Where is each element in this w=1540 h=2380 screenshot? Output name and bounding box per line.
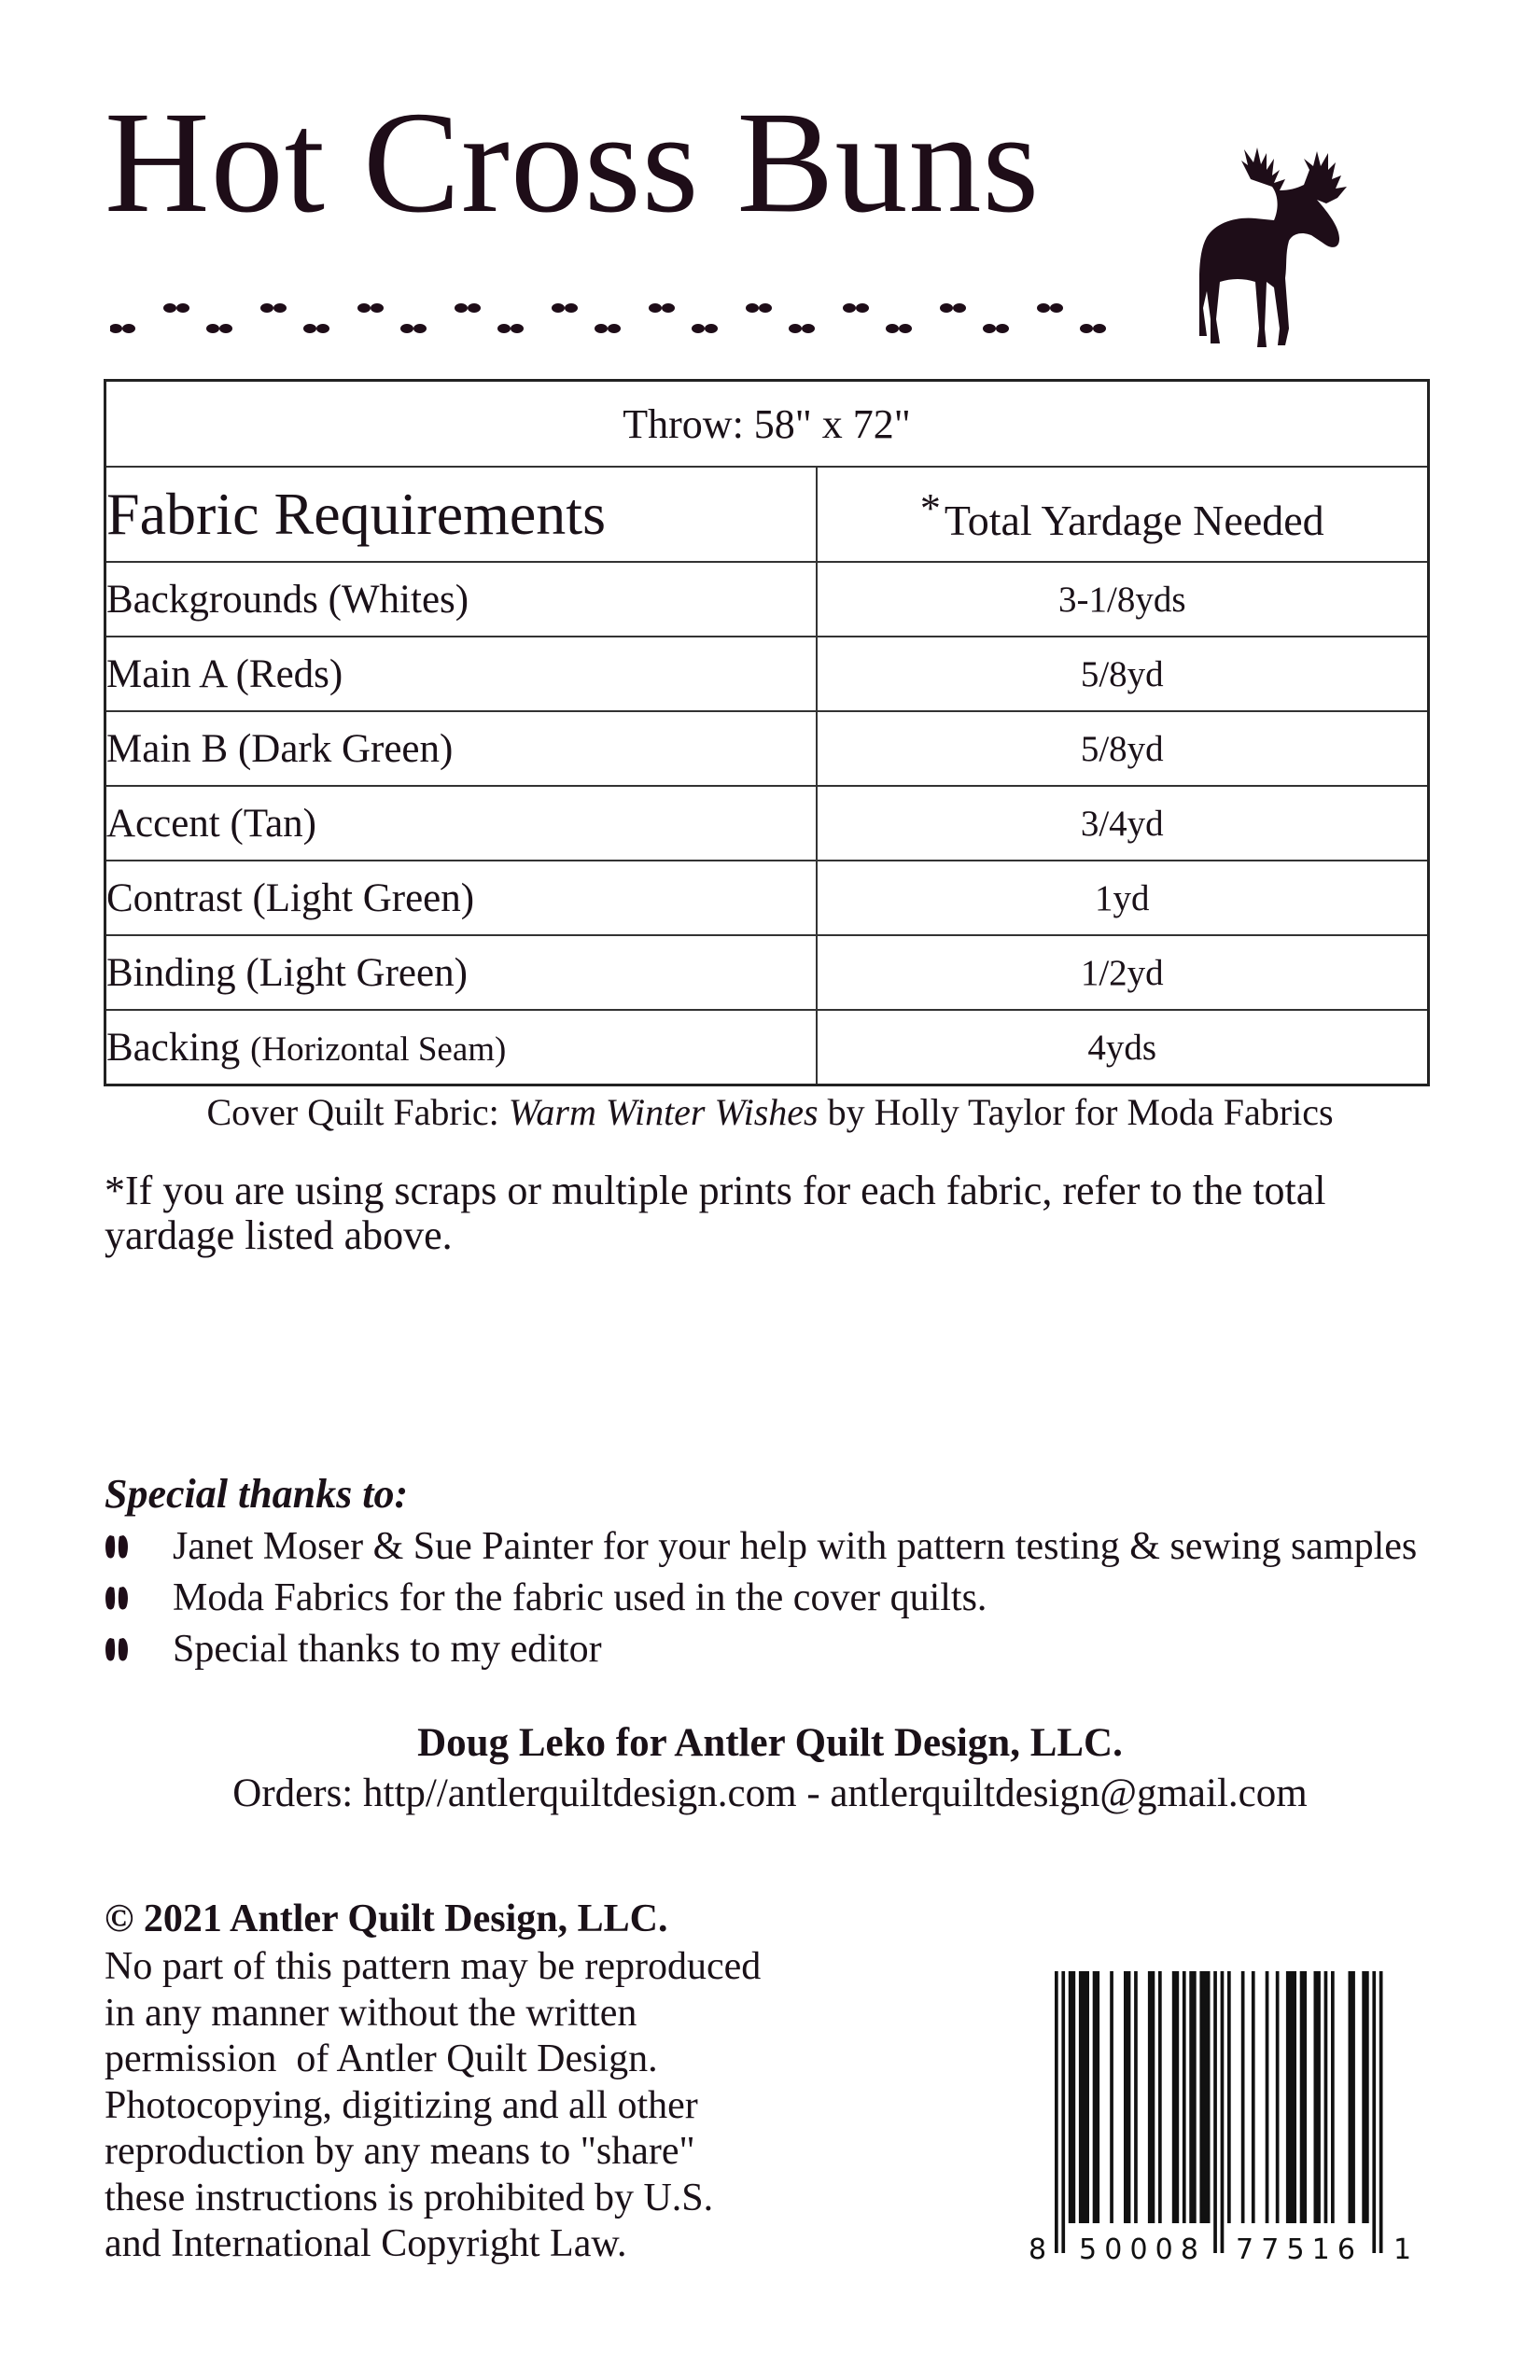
fabric-yardage: 3-1/8yds <box>817 562 1429 637</box>
barcode-bar <box>1331 1971 1335 2223</box>
barcode-bar <box>1172 1971 1179 2223</box>
barcode-bar <box>1252 1971 1255 2223</box>
barcode-bar <box>1183 1971 1186 2223</box>
pattern-title: Hot Cross Buns <box>105 81 1041 243</box>
fabric-name-cell <box>105 1010 817 1085</box>
fabric-yardage: 5/8yd <box>817 637 1429 711</box>
cover-fabric-suffix: by Holly Taylor for Moda Fabrics <box>818 1091 1334 1133</box>
barcode-bar <box>1079 1971 1089 2223</box>
barcode-bar <box>1110 1971 1113 2223</box>
barcode-bar <box>1069 1971 1075 2223</box>
fabric-yardage: 5/8yd <box>817 711 1429 786</box>
table-row <box>105 786 1429 861</box>
table-row <box>105 861 1429 935</box>
barcode-bar <box>1158 1971 1162 2223</box>
fabric-name: Accent (Tan) <box>105 786 817 861</box>
legal-line: in any manner without the written <box>105 1991 637 2035</box>
barcode-bar <box>1148 1971 1155 2223</box>
table-header-row <box>105 467 1429 562</box>
barcode-bar <box>1124 1971 1130 2223</box>
cover-fabric-prefix: Cover Quilt Fabric: <box>206 1091 509 1133</box>
hoof-print-icon <box>105 1636 129 1664</box>
barcode-bar <box>1134 1971 1138 2223</box>
barcode-bar <box>1227 1971 1231 2223</box>
fabric-yardage: 3/4yd <box>817 786 1429 861</box>
thanks-item-text: Moda Fabrics for the fabric used in the cover quilts. <box>173 1576 987 1619</box>
thanks-item-text: Janet Moser & Sue Painter for your help with pattern testing & sewing samples <box>173 1525 1418 1568</box>
legal-text <box>105 1944 761 2268</box>
barcode-left-digits: 50008 <box>1079 2233 1198 2266</box>
moose-track-icon <box>110 297 1109 343</box>
barcode-bar <box>1300 1971 1307 2223</box>
fabric-yardage: 1yd <box>817 861 1429 935</box>
fabric-name: Main B (Dark Green) <box>105 711 817 786</box>
barcode-bar <box>1093 1971 1099 2223</box>
table-row <box>105 711 1429 786</box>
quilt-size-label: Throw: 58" x 72" <box>105 381 1429 468</box>
table-row <box>105 1010 1429 1085</box>
barcode-bar <box>1276 1971 1280 2223</box>
barcode-bar <box>1324 1971 1328 2223</box>
thanks-heading: Special thanks to: <box>105 1471 409 1517</box>
fabric-requirements-table <box>104 379 1430 1086</box>
table-row <box>105 562 1429 637</box>
legal-line: and International Copyright Law. <box>105 2222 627 2265</box>
fabric-yardage: 4yds <box>817 1010 1429 1085</box>
barcode-bar <box>1372 1971 1376 2253</box>
legal-line: reproduction by any means to "share" <box>105 2130 695 2173</box>
barcode-bar <box>1362 1971 1368 2223</box>
cover-fabric-line <box>0 1090 1540 1134</box>
fabric-name: Backgrounds (Whites) <box>105 562 817 637</box>
barcode <box>1025 1967 1417 2266</box>
fabric-name: Backing <box>106 1025 251 1070</box>
barcode-bar <box>1349 1971 1355 2223</box>
barcode-bar <box>1241 1971 1245 2223</box>
barcode-right-digits: 77516 <box>1236 2233 1355 2266</box>
barcode-bar <box>1199 1971 1210 2223</box>
barcode-bar <box>1221 1971 1225 2253</box>
barcode-bar <box>1286 1971 1296 2223</box>
fabric-requirements-header: Fabric Requirements <box>105 467 817 562</box>
table-row <box>105 935 1429 1010</box>
fabric-note: (Horizontal Seam) <box>250 1029 507 1069</box>
moose-silhouette-icon <box>1199 142 1419 357</box>
legal-line: No part of this pattern may be reproduced <box>105 1945 762 1988</box>
table-row <box>105 637 1429 711</box>
table-size-row <box>105 381 1429 468</box>
thanks-item-text: Special thanks to my editor <box>173 1628 602 1671</box>
scrap-note: *If you are using scraps or multiple prints for each fabric, refer to the total yardage listed above. <box>105 1168 1326 1258</box>
barcode-bar <box>1379 1971 1383 2253</box>
barcode-bars <box>1055 1971 1383 2253</box>
total-yardage-label: Total Yardage Needed <box>944 496 1324 544</box>
hoof-print-icon <box>105 1533 129 1561</box>
fabric-yardage: 1/2yd <box>817 935 1429 1010</box>
barcode-bar <box>1055 1971 1058 2253</box>
barcode-bar <box>1314 1971 1321 2223</box>
fabric-collection-name: Warm Winter Wishes <box>508 1091 819 1133</box>
total-yardage-header <box>817 467 1429 562</box>
barcode-lead-digit: 8 <box>1029 2233 1047 2266</box>
fabric-name: Main A (Reds) <box>105 637 817 711</box>
orders-line: Orders: http//antlerquiltdesign.com - antlerquiltdesign@gmail.com <box>232 1771 1308 1815</box>
fabric-name: Binding (Light Green) <box>105 935 817 1010</box>
fabric-name: Contrast (Light Green) <box>105 861 817 935</box>
copyright-notice: © 2021 Antler Quilt Design, LLC. <box>105 1897 668 1940</box>
barcode-bar <box>1213 1971 1217 2253</box>
legal-line: these instructions is prohibited by U.S. <box>105 2176 714 2219</box>
asterisk-mark: * <box>919 484 941 531</box>
barcode-check-digit: 1 <box>1393 2233 1412 2266</box>
hoof-print-icon <box>105 1585 129 1613</box>
legal-line: permission of Antler Quilt Design. <box>105 2037 658 2080</box>
barcode-bar <box>1266 1971 1269 2223</box>
barcode-bar <box>1189 1971 1196 2223</box>
legal-line: Photocopying, digitizing and all other <box>105 2083 698 2127</box>
barcode-bar <box>1061 1971 1065 2253</box>
designer-credit: Doug Leko for Antler Quilt Design, LLC. <box>417 1721 1123 1765</box>
